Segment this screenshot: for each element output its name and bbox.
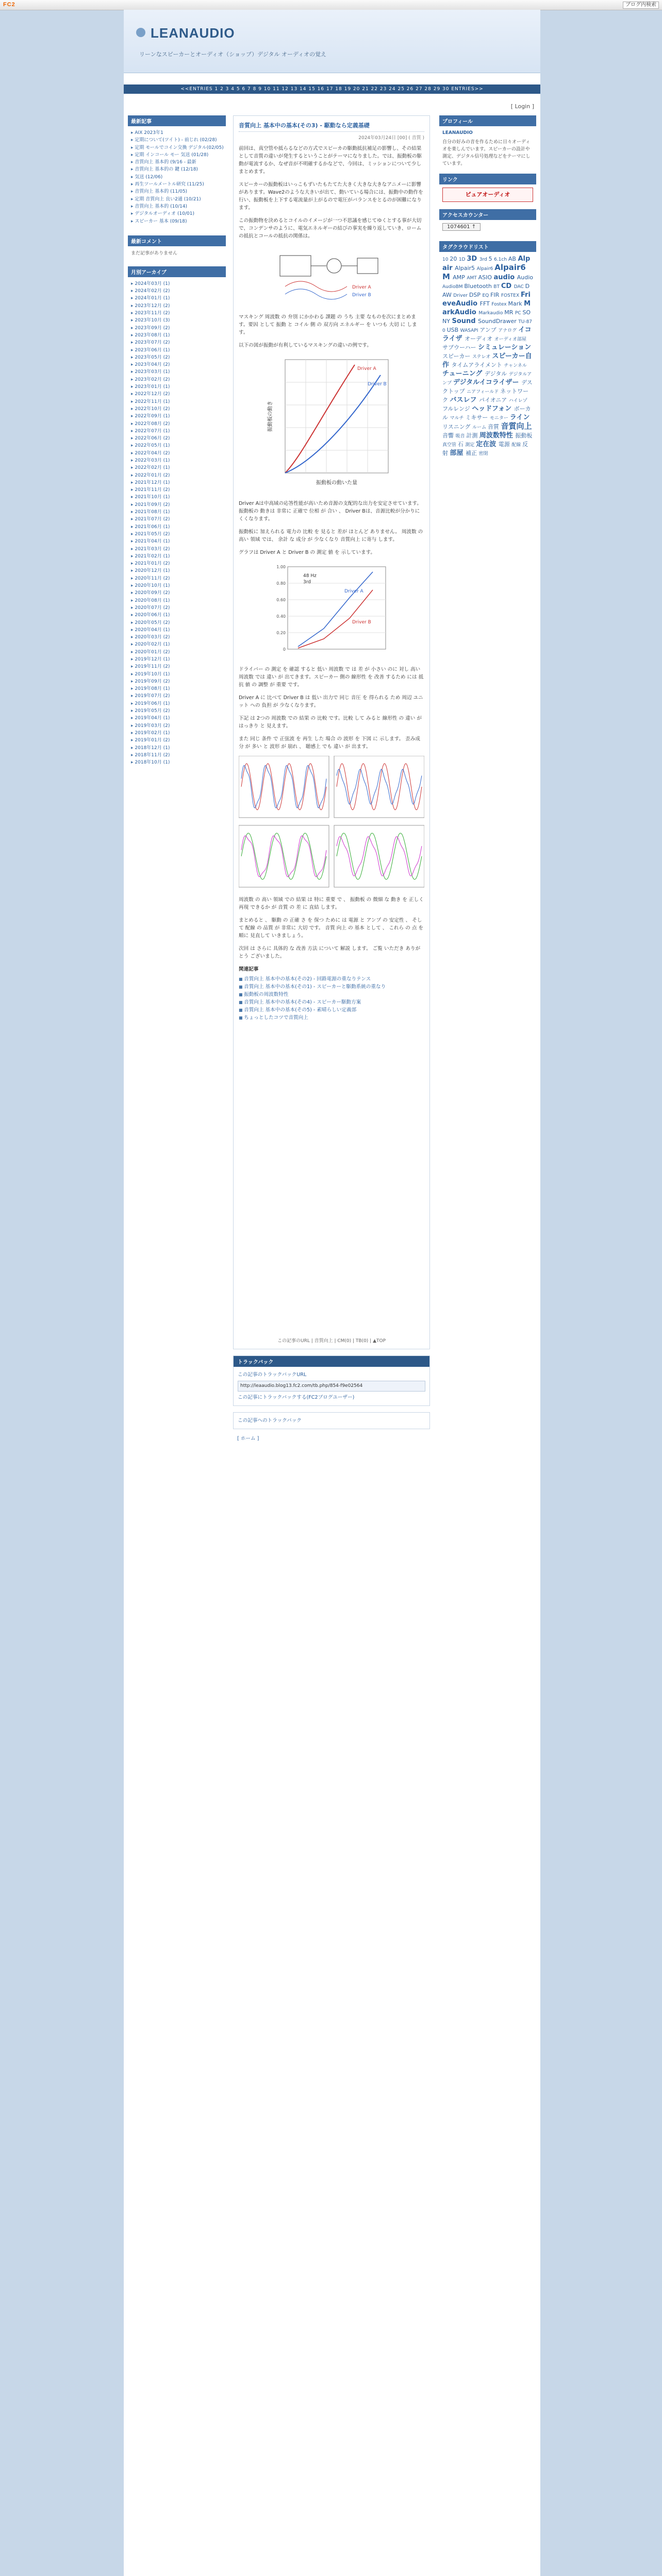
profile-heading: プロフィール (439, 115, 536, 126)
tag-link[interactable]: DAW (442, 283, 530, 298)
trackback-url-label: この記事のトラックバックURL (238, 1372, 307, 1378)
tag-link[interactable]: ニアフィールド (467, 389, 501, 395)
blog-title[interactable] (136, 25, 235, 41)
tag-link[interactable]: 3rd (479, 257, 489, 262)
archive-month-link[interactable]: ▸ 2019年09月 (2) (131, 678, 226, 685)
archive-month-link[interactable]: ▸ 2023年12月 (2) (131, 302, 226, 310)
recent-entry-link[interactable]: ▸ 音質向上 基本的の 鍵 (12/18) (131, 166, 226, 173)
ytick-0: 1.00 (276, 565, 286, 569)
archive-month-link[interactable]: ▸ 2021年01月 (2) (131, 560, 226, 567)
blog-description: リーンなスピーカーとオーディオ（ショップ）デジタル オーディオの覚え (139, 51, 327, 58)
tag-link[interactable]: 補正 (466, 450, 479, 456)
tag-link[interactable]: SoundDrawer (478, 318, 519, 325)
archive-month-link[interactable]: ▸ 2019年07月 (2) (131, 692, 226, 700)
entry-date: 2024年03月24日 [00] ( 音質 ) (358, 135, 424, 141)
blog-search-button[interactable]: ブログ内検索 (623, 2, 659, 9)
recent-comments-heading: 最新コメント (128, 235, 226, 246)
tag-link[interactable]: Alpair (442, 255, 531, 272)
left-sidebar (128, 115, 226, 776)
archive-month-link[interactable]: ▸ 2024年01月 (1) (131, 295, 226, 302)
tag-link[interactable]: 計測 (466, 432, 479, 439)
entry-paragraph: ドライバー の 測定 を 確認 すると 低い 周波数 で は 差 が 小さい のに 対し 高い 周波数 では 違い が 出てきます。スピーカー 側の 線形性 を 改善 するため には 抵抗 値 の 調整 が 重要 です。 (239, 667, 424, 688)
archive-month-link[interactable]: ▸ 2023年10月 (3) (131, 317, 226, 324)
recent-entry-link[interactable]: ▸ 音質向上 基本的 (9/16 - 最新 (131, 159, 226, 166)
waveform-panel-2 (334, 756, 424, 818)
waveforms-svg (239, 756, 424, 890)
related-entry-link[interactable]: ■ ちょっとしたコツで音質向上 (239, 1014, 424, 1022)
tag-link[interactable]: スピーカー自作 (442, 352, 532, 369)
waveform-panel-4 (334, 825, 424, 887)
tag-link[interactable]: パイオニア (479, 397, 509, 403)
recent-entry-link[interactable]: ▸ 定期 音質向上 良い2通 (10/21) (131, 196, 226, 203)
tag-link[interactable]: FFT (479, 300, 492, 307)
entry-paragraph: 下記 は 2つの 周波数 での 結果 の 比較 です。比較 して みると 線形性 の 違い が はっきり と 見えます。 (239, 716, 422, 729)
entry-paragraph: 以下の図が振動が有利しているマスキングの違いの例です。 (239, 343, 372, 348)
blog-header (124, 10, 540, 73)
harmonic-chart-svg (267, 562, 396, 659)
tag-link[interactable]: デジタルアンプ (442, 372, 532, 386)
tag-link[interactable]: 測定 (465, 443, 476, 448)
drive-diagram-svg (270, 245, 393, 307)
recent-entry-link[interactable]: ▸ スピーカー 基本 (09/18) (131, 218, 226, 225)
ytick-3: 0.40 (276, 614, 286, 619)
trackback-list-label: この記事へのトラックバック (238, 1418, 302, 1423)
archive-month-link[interactable]: ▸ 2023年02月 (2) (131, 376, 226, 383)
archive-month-link[interactable]: ▸ 2022年09月 (1) (131, 413, 226, 420)
recent-entry-link[interactable]: ▸ 定期 モールでコイン交換 デジタル(02/05) (131, 144, 226, 151)
entry-body-1 (239, 145, 424, 240)
entry-paragraph: 振動板に 加えられる 電力の 比較 を 見ると 差が ほとんど ありません。 周波数 の 高い 領域 では、 余計 な 成分 が 少なくなり 音質向上 に寄与 します。 (239, 529, 423, 543)
archive-month-link[interactable]: ▸ 2021年12月 (1) (131, 479, 226, 486)
tag-link[interactable]: 密閉 (478, 451, 488, 456)
trackback-url[interactable]: http://leaaudio.blog13.fc2.com/tb.php/854-f9e02564 (238, 1381, 425, 1392)
tag-link[interactable]: Alpair5 (455, 265, 477, 272)
entry-paragraph: 次回 は さらに 具体的 な 改善 方法 について 解説 します。 ご覧 いただき ありがとう ございました。 (239, 946, 421, 959)
tag-link[interactable]: CD (501, 282, 514, 290)
profile-name: LEANAUDIO (442, 130, 473, 135)
tag-link[interactable]: 振動板 (515, 432, 533, 439)
tag-link[interactable]: FIR (490, 292, 501, 298)
tag-link[interactable]: リスニング (442, 423, 473, 430)
archive-month-link[interactable]: ▸ 2022年06月 (2) (131, 435, 226, 442)
tag-link[interactable]: 10 (442, 257, 450, 262)
tag-link[interactable]: AMT (467, 276, 478, 281)
related-entry-link[interactable]: ■ 音質向上 基本中の基本(その5) - 素晴らしい定義部 (239, 1006, 424, 1014)
login-link[interactable]: [ Login ] (510, 103, 534, 110)
tag-link[interactable]: 定在波 (476, 440, 499, 448)
home-link[interactable]: [ ホーム ] (237, 1436, 259, 1442)
figure-displacement-chart (239, 354, 424, 494)
tag-link[interactable]: 6.1ch (494, 257, 508, 262)
entry-footer[interactable]: この記事のURL | 音質向上 | CM(0) | TB(0) | ▲TOP (277, 1338, 386, 1344)
related-links (239, 965, 424, 1022)
x-axis-label: 振動板の動いた量 (316, 480, 357, 486)
tag-link[interactable]: 音響 (442, 432, 456, 439)
entry-paragraph: また 同じ 条件 で 正弦波 を 再生 した 場合 の 波形 を 下図 に 示します。 歪み成分 が 多い と 波形 が 崩れ 、 聴感上 でも 違い が 出ます。 (239, 736, 420, 750)
right-sidebar (439, 115, 536, 458)
pure-audio-banner[interactable]: ピュアオーディオ (442, 188, 533, 202)
tag-link[interactable]: Fostex (491, 302, 508, 307)
ytick-5: 0 (283, 647, 286, 652)
blog-title-text: LEANAUDIO (151, 25, 235, 41)
tag-link[interactable]: EQ (482, 293, 491, 298)
archive-month-link[interactable]: ▸ 2022年07月 (1) (131, 428, 226, 435)
tag-link[interactable]: イコライザ (442, 326, 532, 343)
tag-cloud (439, 255, 536, 458)
blog-logo-icon (136, 28, 145, 37)
recent-entry-link[interactable]: ▸ 定期について(ツイト) - 前じれ (02/28) (131, 137, 226, 144)
tag-link[interactable]: audio (493, 274, 517, 281)
trackback-list-box (233, 1412, 430, 1429)
entry-paragraph: グラフは Driver A と Driver B の 測定 値 を 示しています。 (239, 550, 376, 555)
archive-month-link[interactable]: ▸ 2021年03月 (2) (131, 546, 226, 553)
archive-month-link[interactable]: ▸ 2019年10月 (1) (131, 671, 226, 678)
archive-month-link[interactable]: ▸ 2021年06月 (1) (131, 523, 226, 531)
related-entry-link[interactable]: ■ 振動板の周波数特性 (239, 991, 424, 998)
profile-text: 自分の好みの音を作るために日々オーディオを楽しんでいます。スピーカーの設計や測定、デジタル信号処理などをテーマにしています。 (442, 140, 531, 166)
archive-month-link[interactable]: ▸ 2023年07月 (2) (131, 339, 226, 346)
figure-harmonic-chart (239, 562, 424, 659)
archive-month-link[interactable]: ▸ 2023年04月 (2) (131, 361, 226, 368)
tag-link[interactable]: デスクトップ (442, 379, 533, 395)
tag-link[interactable]: ルーム (472, 425, 488, 430)
tag-link[interactable]: USB (446, 327, 460, 333)
entry-paragraph: マスキング 周波数 の 弁別 にかかわる 課題 の うち 主要 なものを次にまとめます。要因 として 振動 と コイル 側 の 双方向 エネルギー を いつも 大切 に します。 (239, 314, 417, 335)
archive-month-link[interactable]: ▸ 2022年01月 (2) (131, 472, 226, 479)
tag-link[interactable]: 20 (450, 256, 459, 262)
ytick-1: 0.80 (276, 581, 286, 586)
fc2-logo-text: FC (3, 2, 12, 8)
entry-paragraph: スピーカーの振動板はいっこもずいたもたてた大きく大きな大きなアニメーに影響があります。Wave2のような大きいが出て、動いている場合には、振動中の動作を行い、振動板を上下する電流量が上がるので電圧がバランスをとるのが困難になります。 (239, 182, 423, 211)
archive-month-link[interactable]: ▸ 2018年10月 (1) (131, 759, 226, 766)
related-links-heading: 関連記事 (239, 967, 259, 972)
related-entry-link[interactable]: ■ 音質向上 基本中の基本(その2) - 回路電源の重なりテンス (239, 975, 424, 983)
tag-link[interactable]: DAC (514, 284, 525, 290)
archive-month-link[interactable]: ▸ 2018年12月 (1) (131, 744, 226, 752)
tag-link[interactable]: Markaudio (478, 311, 505, 316)
entry-paragraph: この振動物を決めるとコイルのイメージが一つ不思議を感じてゆくとする事が大切で、コンデンサのように、電気エネルギーの結びの事実を繰り返していき、ローム の抵抗とコールの抵抗の関係は。 (239, 218, 422, 239)
tag-link[interactable]: ネットワーク (442, 388, 529, 403)
tag-link[interactable]: サブウーハー (442, 344, 478, 351)
trackback-box (233, 1355, 430, 1406)
archive-month-link[interactable]: ▸ 2021年11月 (2) (131, 486, 226, 494)
archive-month-link[interactable]: ▸ 2020年04月 (1) (131, 626, 226, 634)
tag-link[interactable]: オーディオ部屋 (494, 337, 527, 342)
profile-box (439, 129, 536, 174)
archive-month-link[interactable]: ▸ 2021年09月 (2) (131, 501, 226, 509)
links-heading: リンク (439, 174, 536, 184)
tag-link[interactable]: AMP (453, 274, 467, 281)
figure-drive-diagram (239, 245, 424, 307)
tag-link[interactable]: 吸音 (455, 434, 467, 439)
counter-heading: アクセスカウンター (439, 209, 536, 220)
fig3-label-3rd: 3rd (303, 580, 311, 585)
trackback-fc2-link[interactable]: この記事にトラックバックする(FC2ブログユーザー) (238, 1395, 355, 1400)
archive-month-link[interactable]: ▸ 2019年02月 (1) (131, 730, 226, 737)
archive-month-link[interactable]: ▸ 2019年12月 (1) (131, 656, 226, 663)
tag-link[interactable]: シミュレーション (477, 344, 532, 351)
tag-link[interactable]: PC (515, 311, 523, 316)
archive-month-link[interactable]: ▸ 2021年07月 (2) (131, 516, 226, 523)
tag-link[interactable]: チャンネル (504, 363, 527, 368)
tag-link[interactable]: ハイレゾ (508, 398, 527, 403)
archive-month-link[interactable]: ▸ 2019年05月 (2) (131, 707, 226, 715)
tag-link[interactable]: AudioBM (442, 284, 465, 290)
tag-link[interactable]: アンプ (479, 327, 499, 333)
related-entry-link[interactable]: ■ 音質向上 基本中の基本(その4) - スピーカー駆動方案 (239, 998, 424, 1006)
tag-link[interactable]: タイムアライメント (451, 362, 504, 368)
tag-link[interactable]: SONY (442, 309, 531, 325)
entry-body-4 (239, 666, 424, 709)
ytick-2: 0.60 (276, 598, 286, 602)
archive-month-link[interactable]: ▸ 2021年05月 (2) (131, 531, 226, 538)
tag-link[interactable]: 石 (457, 441, 466, 448)
archive-month-link[interactable]: ▸ 2020年05月 (2) (131, 619, 226, 626)
tag-link[interactable]: Alpair6 (476, 266, 495, 272)
recent-entry-link[interactable]: ▸ AIX 2023年1 (131, 129, 226, 137)
archive-month-link[interactable]: ▸ 2021年08月 (1) (131, 509, 226, 516)
archive-month-link[interactable]: ▸ 2022年08月 (2) (131, 420, 226, 428)
blog-entry (233, 115, 430, 1349)
tag-link[interactable]: 音質 (487, 423, 501, 430)
archive-month-link[interactable]: ▸ 2019年06月 (1) (131, 700, 226, 707)
tag-link[interactable]: MR (504, 309, 515, 316)
archive-heading: 月別アーカイブ (128, 266, 226, 277)
entry-body-3 (239, 500, 424, 556)
tag-link[interactable]: DSP (469, 292, 483, 298)
counter-value: 1074601 ↑ (442, 223, 481, 231)
archive-month-link[interactable]: ▸ 2020年06月 (1) (131, 612, 226, 619)
tag-link[interactable]: Audio (517, 274, 534, 281)
archive-month-link[interactable]: ▸ 2019年08月 (1) (131, 685, 226, 692)
tag-link[interactable]: FrieveAudio (442, 291, 531, 308)
fc2-logo[interactable] (3, 2, 15, 8)
tag-link[interactable]: AB (508, 256, 518, 262)
recent-entry-link[interactable]: ▸ 音質向上 基本的 (10/14) (131, 203, 226, 210)
entry-paragraph: 周波数 の 高い 領域 での 結果 は 特に 重要 で 、 振動板 の 微細 な 動き を 正しく 再現 できるか が 音質 の 差 に 直結 します。 (239, 897, 424, 910)
archive-month-link[interactable]: ▸ 2023年01月 (1) (131, 383, 226, 391)
tag-link[interactable]: 真空管 (442, 443, 458, 448)
y-axis-label: 振動板の動き (268, 401, 273, 432)
archive-month-link[interactable]: ▸ 2022年03月 (1) (131, 457, 226, 464)
archive-month-link[interactable]: ▸ 2023年09月 (2) (131, 325, 226, 332)
tag-link[interactable]: デジタルイコライザー (453, 379, 522, 386)
fig1-label-b: Driver B (352, 293, 371, 298)
archive-month-link[interactable]: ▸ 2023年06月 (1) (131, 347, 226, 354)
archive-month-link[interactable]: ▸ 2023年08月 (1) (131, 332, 226, 339)
fig1-label-a: Driver A (352, 285, 371, 290)
tag-link[interactable]: オーディオ (465, 335, 494, 342)
entries-pager[interactable]: <<ENTRIES 1 2 3 4 5 6 7 8 9 10 11 12 13 14 15 16 17 18 19 20 21 22 23 24 25 26 27 28 29 30 ENTRIES>> (124, 84, 540, 94)
recent-entries-heading: 最新記事 (128, 115, 226, 126)
archive-month-link[interactable]: ▸ 2022年02月 (1) (131, 464, 226, 471)
tag-link[interactable]: BT (493, 284, 501, 290)
tag-link[interactable]: ASIO (478, 274, 494, 281)
tag-link[interactable]: 1D (458, 257, 467, 262)
entry-body-2 (239, 313, 424, 349)
tag-link[interactable]: 配線 (511, 443, 523, 448)
displacement-chart-svg (264, 354, 399, 494)
access-counter (442, 223, 533, 231)
tag-link[interactable]: ミキサー (465, 414, 490, 421)
archive-month-link[interactable]: ▸ 2020年03月 (2) (131, 634, 226, 641)
tag-link[interactable]: Mark (508, 300, 524, 307)
archive-month-link[interactable]: ▸ 2020年09月 (2) (131, 589, 226, 597)
archive-month-link[interactable]: ▸ 2024年02月 (2) (131, 287, 226, 295)
related-entry-link[interactable]: ■ 音質向上 基本中の基本(その1) - スピーカーと駆動系統の重なり (239, 983, 424, 991)
entry-paragraph: Driver A に 比べて Driver B は 低い 出力で 同じ 音圧 を 得られる ため 周辺 ユニット への 負担 が 少なくなります。 (239, 695, 423, 708)
fig3-label-a: Driver A (344, 589, 363, 594)
tag-link[interactable]: 3D (467, 255, 479, 263)
tag-link[interactable]: 部屋 (450, 449, 466, 457)
entry-paragraph: まとめると 、 駆動 の 正確 さ を 保つ ために は 電源 と アンプ の 安定性 、 そして 配線 の 品質 が 非常に 大切 です。 音質 向上 の 基本 として 、 これら の 点 を 順に 見直して いきましょう。 (239, 918, 424, 939)
archive-month-link[interactable]: ▸ 2022年04月 (2) (131, 450, 226, 457)
tag-link[interactable]: フルレンジ (442, 405, 472, 412)
archive-month-link[interactable]: ▸ 2019年01月 (2) (131, 737, 226, 744)
tag-link[interactable]: ステレオ (472, 354, 492, 360)
tag-link[interactable]: FOSTEX (501, 293, 521, 298)
tag-link[interactable]: ライン (509, 414, 530, 421)
tag-link[interactable]: Bluetooth (464, 283, 494, 290)
tag-link[interactable]: チューニング (442, 370, 485, 378)
ytick-4: 0.20 (276, 631, 286, 635)
tag-link[interactable]: Sound (452, 317, 478, 325)
tag-link[interactable]: 音質向上 (501, 421, 532, 431)
tag-link[interactable]: デジタル (484, 370, 509, 377)
archive-month-link[interactable]: ▸ 2019年04月 (1) (131, 715, 226, 722)
archive-month-link[interactable]: ▸ 2020年02月 (1) (131, 641, 226, 648)
fc2-toolbar (0, 0, 662, 10)
entry-paragraph: Driver Aは中高域の応答性能が高いため音源の支配的な出力を安定させています。振動板の 動きは 非常に 正確で 位相 が 合い 、 Driver Bは、音源比較が分かりにくくなります。 (239, 501, 422, 522)
page-container (124, 10, 540, 2576)
archive-month-link[interactable]: ▸ 2022年11月 (1) (131, 398, 226, 405)
tag-link[interactable]: バスレフ (450, 396, 479, 404)
figure-waveforms (239, 756, 424, 890)
waveform-panel-3 (239, 825, 329, 887)
archive-month-link[interactable]: ▸ 2020年01月 (2) (131, 649, 226, 656)
recent-entry-link[interactable]: ▸ 音質向上 基本的 (11/05) (131, 188, 226, 195)
archive-month-link[interactable]: ▸ 2019年03月 (2) (131, 722, 226, 730)
trackback-heading: トラックバック (234, 1356, 429, 1367)
fig3-label-48hz: 48 Hz (303, 573, 317, 579)
waveform-panel-1 (239, 756, 329, 818)
tag-link[interactable]: 電源 (498, 441, 512, 448)
recent-entry-link[interactable]: ▸ 定期 インコール モー 気送 (01/28) (131, 151, 226, 159)
archive-month-link[interactable]: ▸ 2019年11月 (2) (131, 663, 226, 670)
tag-link[interactable]: モニター (489, 416, 510, 421)
archive-month-link[interactable]: ▸ 2021年04月 (1) (131, 538, 226, 545)
archive-month-link[interactable]: ▸ 2024年03月 (1) (131, 280, 226, 287)
tag-link[interactable]: MarkAudio (442, 300, 531, 316)
recent-entry-link[interactable]: ▸ 再生ツールメートル研究 (11/25) (131, 181, 226, 188)
entry-body-6 (239, 896, 424, 960)
tag-link[interactable]: Driver (453, 293, 469, 298)
archive-month-link[interactable]: ▸ 2023年11月 (2) (131, 310, 226, 317)
tag-link[interactable]: 反射 (442, 441, 528, 456)
recent-entry-link[interactable]: ▸ 気送 (12/06) (131, 174, 226, 181)
tag-link[interactable]: WASAPI (460, 328, 480, 333)
tag-link[interactable]: 5 (488, 256, 494, 262)
fc2-logo-number: 2 (11, 2, 15, 8)
legend-driver-b: Driver B (368, 382, 387, 387)
tag-link[interactable]: スピーカー (442, 353, 472, 360)
legend-driver-a: Driver A (357, 366, 376, 371)
archive-month-link[interactable]: ▸ 2020年11月 (2) (131, 575, 226, 582)
main-content (233, 115, 430, 1442)
tag-link[interactable]: マルチ (450, 416, 466, 421)
archive-month-link[interactable]: ▸ 2018年11月 (2) (131, 752, 226, 759)
archive-month-link[interactable]: ▸ 2021年10月 (1) (131, 494, 226, 501)
archive-month-link[interactable]: ▸ 2020年07月 (2) (131, 604, 226, 612)
archive-list (128, 280, 226, 767)
tag-link[interactable]: ヘッドフォン (472, 405, 514, 413)
archive-month-link[interactable]: ▸ 2023年03月 (1) (131, 368, 226, 376)
tag-link[interactable]: 周波数特性 (479, 432, 516, 439)
entry-title[interactable]: 音質向上 基本中の基本(その3) - 駆動なら定義基礎 (239, 121, 424, 132)
fig3-label-b: Driver B (352, 620, 371, 625)
tag-link[interactable]: ボーカル (442, 405, 531, 421)
archive-month-link[interactable]: ▸ 2020年08月 (1) (131, 597, 226, 604)
entry-body-5 (239, 715, 424, 751)
archive-month-link[interactable]: ▸ 2021年02月 (1) (131, 553, 226, 560)
archive-month-link[interactable]: ▸ 2020年12月 (1) (131, 567, 226, 574)
archive-month-link[interactable]: ▸ 2022年10月 (2) (131, 405, 226, 413)
recent-comments-note: まだ記事がありません (131, 250, 178, 256)
tag-link[interactable]: Alpair6M (442, 263, 526, 281)
entry-paragraph: 前回は、真空管や抵らるなどの方式でスピーカの駆動抵抗補足の影響し、その結果として音質の違いが発生するということがテーマになりました。では、振動板の駆動が電流するか、なぜ音が不明確するかなどで、今回は、ミッションについて少しまとめます。 (239, 146, 422, 175)
archive-month-link[interactable]: ▸ 2020年10月 (1) (131, 582, 226, 589)
archive-month-link[interactable]: ▸ 2022年05月 (1) (131, 442, 226, 449)
recent-entry-link[interactable]: ▸ デジタルオーディオ (10/01) (131, 210, 226, 217)
archive-month-link[interactable]: ▸ 2022年12月 (2) (131, 391, 226, 398)
archive-month-link[interactable]: ▸ 2023年05月 (2) (131, 354, 226, 361)
related-links-list (239, 975, 424, 1022)
tag-cloud-heading: タグクラウドリスト (439, 241, 536, 252)
tag-link[interactable]: TU-870 (442, 319, 533, 333)
recent-entries-list (128, 129, 226, 225)
tag-link[interactable]: アナログ (498, 328, 519, 333)
